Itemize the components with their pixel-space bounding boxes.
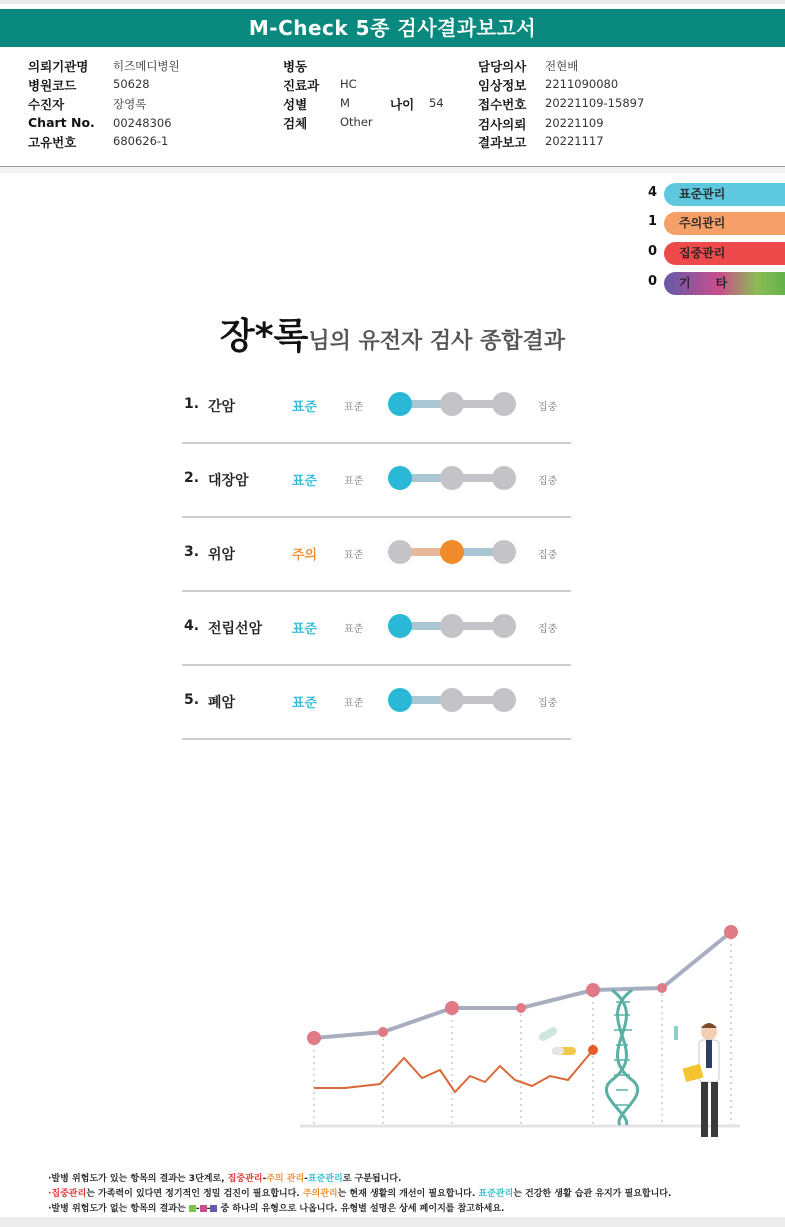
legend-count: 0 [648,244,658,259]
legend-pill: 기 타 [664,272,785,295]
risk-level-indicator [387,539,517,565]
legend-count: 4 [648,185,658,200]
risk-level-indicator [387,391,517,417]
chart-value: 00248306 [113,116,172,130]
legend-count: 1 [648,214,658,229]
institution-value: 히즈메디병원 [113,59,180,73]
result-number: 2. [184,470,200,486]
request-label: 검사의뢰 [478,117,527,132]
scale-low-label: 표준 [344,550,364,561]
footnote-2: ·집중관리는 가족력이 있다면 정기적인 정밀 검진이 필요합니다. 주의관리는 현재 생활의 개선이 필요합니다. 표준관리는 건강한 생활 습관 유지가 필요합니다. [48,1189,672,1199]
report-label: 결과보고 [478,135,527,150]
bottom-band [0,1217,785,1227]
hospital-code-label: 병원코드 [28,78,77,93]
trend-line [314,932,731,1038]
result-number: 5. [184,692,200,708]
level-dot [440,392,464,416]
level-dot [388,466,412,490]
result-status: 주의 [292,548,318,563]
result-number: 3. [184,544,200,560]
legend-other [648,272,785,295]
scale-high-label: 집중 [538,698,558,709]
receipt-value: 20221109-15897 [545,96,645,110]
level-dot [388,614,412,638]
level-dot [388,540,412,564]
trend-points [307,925,738,1045]
ward-label: 병동 [283,59,308,74]
result-status: 표준 [292,696,318,711]
green-square-icon [189,1205,196,1212]
risk-level-indicator [387,465,517,491]
dotted-guides [314,932,731,1125]
level-dot [440,540,464,564]
level-dot [492,688,516,712]
footnote-3: ·발병 위험도가 없는 항목의 결과는 - - 중 하나의 유형으로 나옵니다. 유형별 설명은 상세 페이지를 참고하세요. [48,1204,505,1214]
footnote-1: ·발병 위험도가 있는 항목의 결과는 3단계로, 집중관리-주의 관리-표준관리로 구분됩니다. [48,1174,402,1184]
dna-chart-illustration [300,920,760,1150]
age-label: 나이 [390,97,415,112]
result-row [182,518,571,592]
level-dot [492,466,516,490]
legend-pill: 표준관리 [664,183,785,206]
result-status: 표준 [292,622,318,637]
page-headline [0,308,785,359]
receipt-label: 접수번호 [478,97,527,112]
capsules [537,1026,576,1055]
specimen-value: Other [340,115,373,129]
result-number: 4. [184,618,200,634]
request-value: 20221109 [545,116,604,130]
scale-low-label: 표준 [344,402,364,413]
patient-value: 장영록 [113,97,147,111]
unique-value: 680626-1 [113,134,169,148]
sex-value: M [340,96,350,110]
risk-level-indicator [387,613,517,639]
result-name: 폐암 [208,695,236,711]
result-row [182,592,571,666]
result-row [182,370,571,444]
section-band [0,167,785,173]
legend-focus [648,242,785,265]
result-name: 대장암 [208,473,249,489]
level-dot [388,688,412,712]
patient-info-panel [0,48,785,167]
patient-label: 수진자 [28,97,65,112]
legend-caution [648,212,785,235]
legend-pill: 주의관리 [664,212,785,235]
dept-value: HC [340,77,357,91]
doctor-label: 담당의사 [478,59,527,74]
scale-high-label: 집중 [538,476,558,487]
level-dot [492,392,516,416]
report-title: M-Check 5종 검사결과보고서 [0,9,785,47]
unique-label: 고유번호 [28,135,77,150]
result-name: 위암 [208,547,236,563]
orange-line [314,1050,593,1092]
level-dot [440,466,464,490]
result-row [182,666,571,740]
result-name: 간암 [208,399,236,415]
level-dot [388,392,412,416]
results-list [182,370,571,740]
magenta-square-icon [200,1205,207,1212]
risk-level-indicator [387,687,517,713]
sex-label: 성별 [283,97,308,112]
scale-low-label: 표준 [344,476,364,487]
legend-standard [648,183,785,206]
chart-label: Chart No. [28,115,95,130]
level-dot [440,614,464,638]
legend-pill: 집중관리 [664,242,785,265]
level-dot [492,614,516,638]
clinical-value: 2211090080 [545,77,619,91]
result-number: 1. [184,396,200,412]
scale-low-label: 표준 [344,624,364,635]
institution-label: 의뢰기관명 [28,59,89,74]
footnotes [48,1172,785,1217]
result-status: 표준 [292,474,318,489]
result-status: 표준 [292,400,318,415]
age-value: 54 [429,96,444,110]
patient-masked-name: 장*록 [219,316,309,357]
top-divider [0,0,785,4]
scientist-figure [674,1023,719,1137]
scale-high-label: 집중 [538,624,558,635]
headline-text: 님의 유전자 검사 종합결과 [308,329,566,354]
legend-count: 0 [648,274,658,289]
report-value: 20221117 [545,134,604,148]
dept-label: 진료과 [283,78,320,93]
result-row [182,444,571,518]
hospital-code-value: 50628 [113,77,150,91]
scale-high-label: 집중 [538,550,558,561]
scale-low-label: 표준 [344,698,364,709]
specimen-label: 검체 [283,116,308,131]
clinical-label: 임상정보 [478,78,527,93]
scale-high-label: 집중 [538,402,558,413]
result-name: 전립선암 [208,621,263,637]
level-dot [440,688,464,712]
doctor-value: 전현배 [545,59,579,73]
level-dot [492,540,516,564]
